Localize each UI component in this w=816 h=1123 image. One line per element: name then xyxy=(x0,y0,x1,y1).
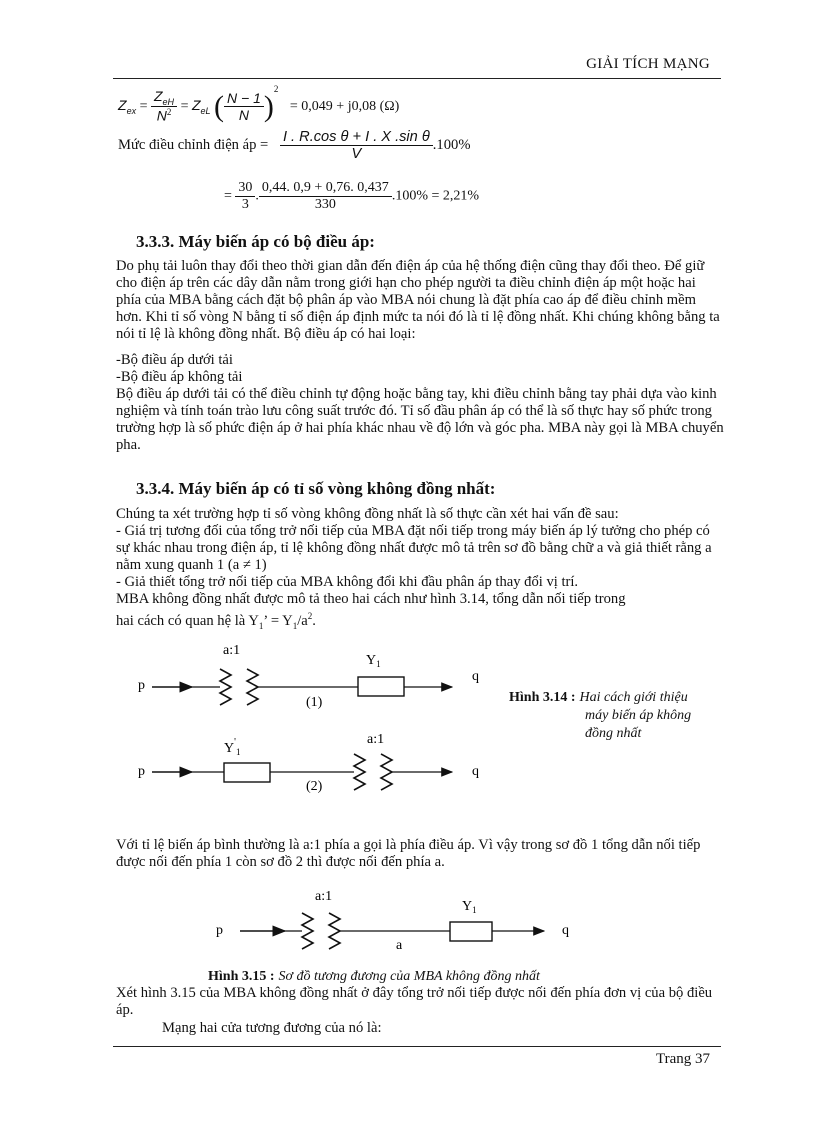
diagram-1-node-p: p xyxy=(138,678,145,693)
section-334-paragraph-3: - Giả thiết tổng trở nối tiếp của MBA không đổi khi đầu phân áp thay đổi vị trí. xyxy=(116,574,579,590)
header-title: GIẢI TÍCH MẠNG xyxy=(586,56,710,72)
diagram-1 xyxy=(138,643,479,710)
transformer-winding-icon xyxy=(381,754,392,790)
admittance-box-icon xyxy=(450,922,492,941)
diagram-1-ratio: a:1 xyxy=(223,643,241,658)
diagram-2-node-q: q xyxy=(472,764,479,779)
list-item: -Bộ điều áp dưới tải xyxy=(116,352,233,368)
section-333-paragraph-2: Bộ điều áp dưới tải có thể điều chỉnh tự động hoặc bằng tay, khi điều chỉnh bằng tay phải dựa vào kinh nghiệm và tính toán trào lưu công suất trước đó. Tỉ số đầu phân áp có thể là số thực hay số phức trong trường hợp là số phức điện áp ở hai phía khác nhau về độ lớn và góc pha. MBA này gọi là MBA chuyển pha. xyxy=(116,386,724,453)
diagram-2-admittance-label: $Y'_1$ xyxy=(224,737,241,757)
figure-3-14-caption: Hình 3.14 : Hai cách giới thiệu máy biến áp không đồng nhất xyxy=(509,690,692,741)
footer-rule xyxy=(113,1046,721,1047)
equation-voltage-result: = $\frac{30}{3}$ . $\frac{0,44. 0,9 + 0,76. 0,437}{330}$ .100% = 2,21% xyxy=(224,180,480,212)
paragraph-after-figure-3-15: Xét hình 3.15 của MBA không đồng nhất ở đây tổng trở nối tiếp được nối đến phía đơn vị của bộ điều áp. xyxy=(116,985,713,1018)
figure-3-15-node-q: q xyxy=(562,923,569,938)
transformer-winding-icon xyxy=(247,669,258,705)
transformer-winding-icon xyxy=(354,754,365,790)
figure-3-15-ratio: a:1 xyxy=(315,889,333,904)
diagram-2-ratio: a:1 xyxy=(367,732,385,747)
admittance-box-icon xyxy=(224,763,270,782)
section-333-title: 3.3.3. Máy biến áp có bộ điều áp: xyxy=(136,232,375,251)
figure-3-14-diagram xyxy=(120,640,500,805)
figure-3-15-diagram xyxy=(210,880,610,970)
header-rule xyxy=(113,78,721,79)
equation-zex: $Z_{ex}$ = $\frac{Z_{eH}}{N^2}$ = $Z_{eL}$ ( $\frac{N - 1}{N}$ )$^2$ = 0,049 + j0,08 (Ω) xyxy=(118,84,400,124)
diagram-1-node-q: q xyxy=(472,669,479,684)
transformer-winding-icon xyxy=(220,669,231,705)
section-334-paragraph-1: Chúng ta xét trường hợp tỉ số vòng không đồng nhất là số thực cần xét hai vấn đề sau: xyxy=(116,506,619,522)
diagram-2 xyxy=(138,732,479,794)
figure-3-15-node-p: p xyxy=(216,923,223,938)
paragraph-after-figure-3-14: Với tỉ lệ biến áp bình thường là a:1 phía a gọi là phía điều áp. Vì vậy trong sơ đồ 1 tổng dẫn nối tiếp được nối đến phía 1 còn sơ đồ 2 thì được nối đến phía a. xyxy=(116,837,701,870)
section-333-paragraph-1: Do phụ tải luôn thay đổi theo thời gian dẫn đến điện áp của hệ thống điện cũng thay đổi theo. Để giữ cho điện áp trên các dây dẫn nằm trong giới hạn cho phép người ta điều chỉnh điện áp một hoặc hai phía của MBA bằng cách đặt bộ phân áp vào MBA nói chung là đặt phía cao áp để điều chỉnh mềm hơn. Khi tỉ số vòng N bằng tỉ số điện áp định mức ta nói đó là tỉ lệ đồng nhất. Khi chúng không bằng ta nói tỉ lệ là không đồng nhất. Bộ điều áp có hai loại: xyxy=(116,258,720,342)
diagram-1-number: (1) xyxy=(306,695,323,710)
diagram-2-number: (2) xyxy=(306,779,323,794)
list-item: -Bộ điều áp không tải xyxy=(116,369,243,385)
figure-3-15-caption: Hình 3.15 : Sơ đồ tương đương của MBA không đồng nhất xyxy=(208,969,540,984)
transformer-winding-icon xyxy=(329,913,340,949)
figure-3-15-node-a: a xyxy=(396,938,403,953)
section-334-title: 3.3.4. Máy biến áp có tỉ số vòng không đồng nhất: xyxy=(136,479,496,498)
section-334-paragraph-4: MBA không đồng nhất được mô tả theo hai cách như hình 3.14, tổng dẫn nối tiếp trong hai cách có quan hệ là $Y_1$’ = $Y_1/a^2$. xyxy=(116,591,626,631)
equation-voltage-regulation: Mức điều chỉnh điện áp = $\frac{\text{I . R.cos θ + I . X .sin θ}}{V}$ .100% xyxy=(118,129,471,162)
diagram-2-node-p: p xyxy=(138,764,145,779)
diagram-1-admittance-label: $Y_1$ xyxy=(366,653,381,669)
section-334-paragraph-2: - Giá trị tương đối của tổng trở nối tiếp của MBA đặt nối tiếp trong máy biến áp lý tưởng cho phép có sự khác nhau trong điện áp, tỉ lệ không đồng nhất được mô tả trên sơ đồ bằng chữ a và giả thiết rằng a nằm xung quanh 1 (a ≠ 1) xyxy=(116,523,712,573)
page-number: Trang 37 xyxy=(655,1051,710,1067)
paragraph-two-port: Mạng hai cửa tương đương của nó là: xyxy=(162,1020,382,1036)
admittance-box-icon xyxy=(358,677,404,696)
figure-3-15-admittance-label: $Y_1$ xyxy=(462,899,477,915)
transformer-winding-icon xyxy=(302,913,313,949)
